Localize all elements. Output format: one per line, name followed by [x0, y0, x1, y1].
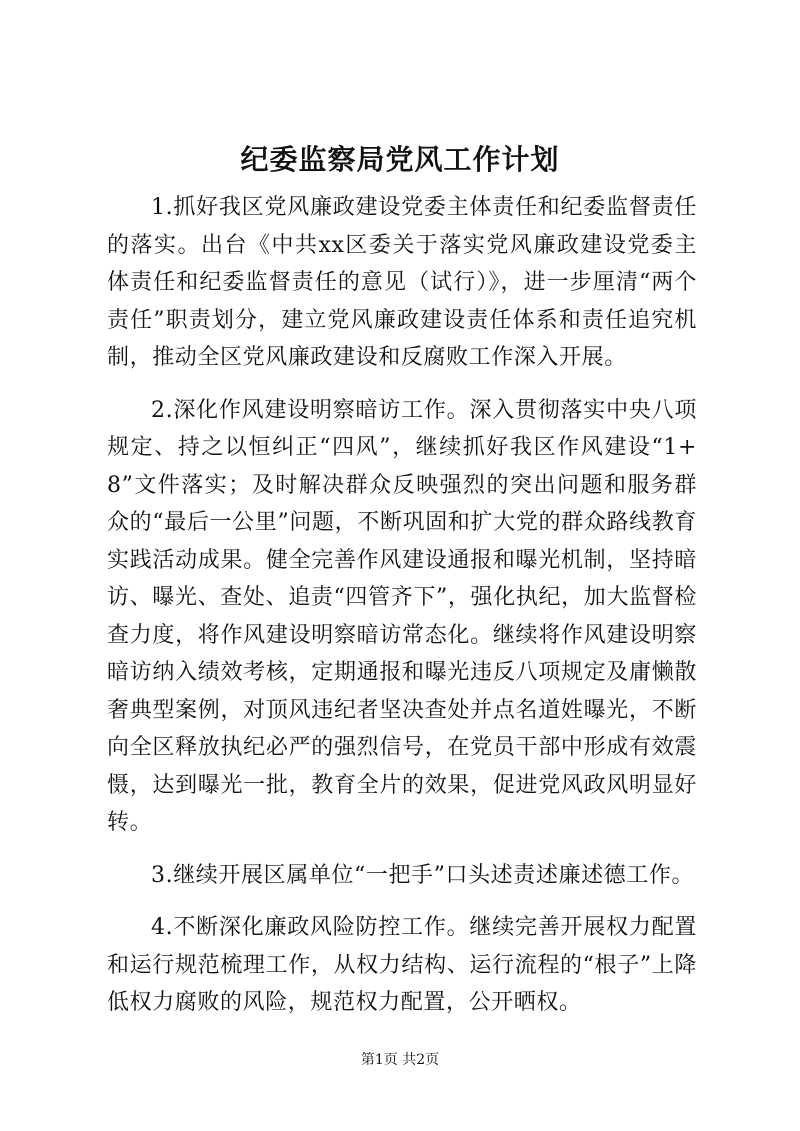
paragraph-1: 1.抓好我区党风廉政建设党委主体责任和纪委监督责任的落实。出台《中共xx区委关于落实党风廉政建设党委主体责任和纪委监督责任的意见（试行）》，进一步厘清“两个责任”职责划分，建立党风廉政建设责任体系和责任追究机制，推动全区党风廉政建设和反腐败工作深入开展。: [107, 195, 697, 370]
paragraph-2: 2.深化作风建设明察暗访工作。深入贯彻落实中央八项规定、持之以恒纠正“四风”，继续抓好我区作风建设“1+8”文件落实；及时解决群众反映强烈的突出问题和服务群众的“最后一公里”问题，不断巩固和扩大党的群众路线教育实践活动成果。健全完善作风建设通报和曝光机制，坚持暗访、曝光、查处、追责“四管齐下”，强化执纪，加大监督检查力度，将作风建设明察暗访常态化。继续将作风建设明察暗访纳入绩效考核，定期通报和曝光违反八项规定及庸懒散奢典型案例，对顶风违纪者坚决查处并点名道姓曝光，不断向全区释放执纪必严的强烈信号，在党员干部中形成有效震慑，达到曝光一批，教育全片的效果，促进党风政风明显好转。: [107, 397, 697, 835]
document-body: [107, 189, 697, 1037]
page-number-footer: 第1页 共2页: [360, 1052, 440, 1068]
paragraph-3: 3.继续开展区属单位“一把手”口头述责述廉述德工作。: [151, 862, 695, 888]
document-title: 纪委监察局党风工作计划: [240, 143, 560, 176]
paragraph-4: 4.不断深化廉政风险防控工作。继续完善开展权力配置和运行规范梳理工作，从权力结构、运行流程的“根子”上降低权力腐败的风险，规范权力配置，公开晒权。: [107, 915, 697, 1015]
